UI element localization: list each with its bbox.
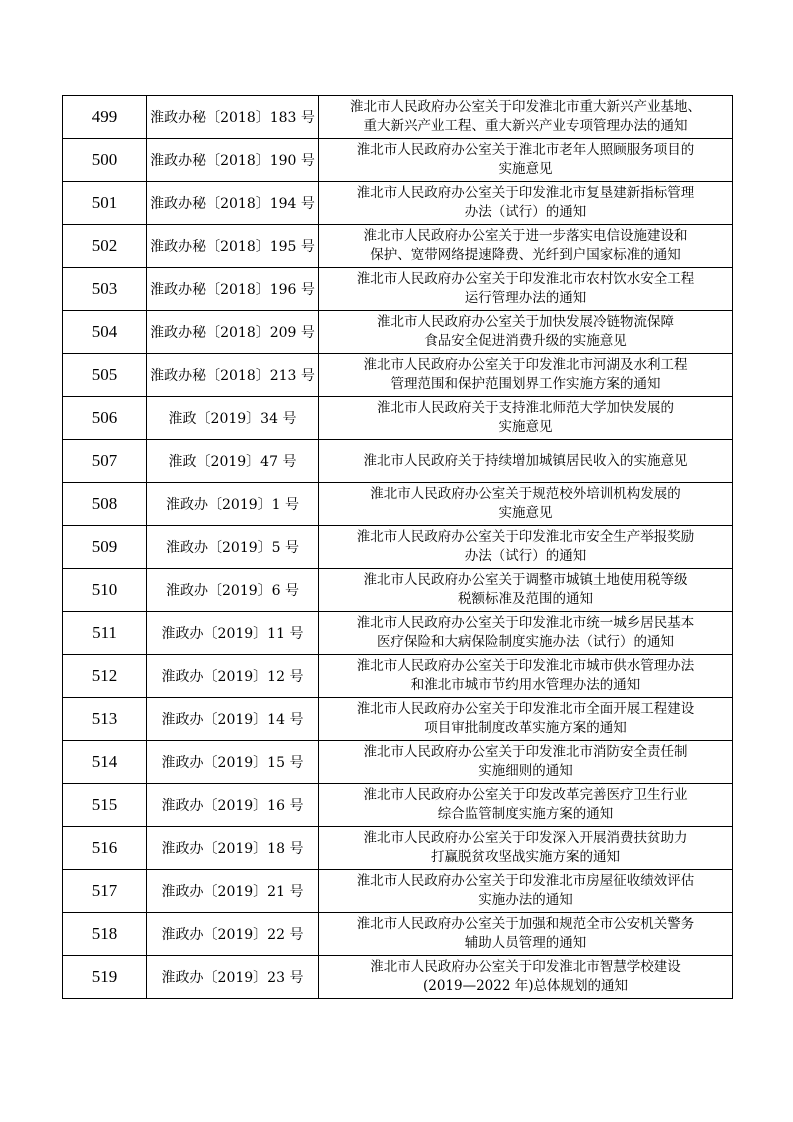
document-title-line: 淮北市人民政府办公室关于加快发展冷链物流保障 <box>377 314 674 330</box>
document-title-line: 淮北市人民政府办公室关于印发淮北市智慧学校建设 <box>370 959 681 975</box>
row-number: 514 <box>63 741 147 784</box>
document-number: 淮政办〔2019〕15 号 <box>147 741 319 784</box>
table-row <box>63 96 733 139</box>
table-row <box>63 225 733 268</box>
table-row <box>63 655 733 698</box>
document-title-line: 实施办法的通知 <box>478 892 573 908</box>
document-title <box>319 440 733 483</box>
document-number: 淮政办秘〔2018〕209 号 <box>147 311 319 354</box>
table-row <box>63 956 733 999</box>
document-title <box>319 311 733 354</box>
document-title-line: (2019—2022 年)总体规划的通知 <box>422 978 629 994</box>
document-title-line: 淮北市人民政府办公室关于进一步落实电信设施建设和 <box>363 228 688 244</box>
document-title <box>319 698 733 741</box>
table-row <box>63 354 733 397</box>
table-row <box>63 784 733 827</box>
document-number: 淮政办〔2019〕18 号 <box>147 827 319 870</box>
document-title-line: 实施意见 <box>498 161 553 177</box>
document-number: 淮政办〔2019〕23 号 <box>147 956 319 999</box>
document-title <box>319 956 733 999</box>
document-title-line: 淮北市人民政府办公室关于印发淮北市统一城乡居民基本 <box>356 615 695 631</box>
document-title <box>319 268 733 311</box>
table-row <box>63 182 733 225</box>
row-number: 507 <box>63 440 147 483</box>
row-number: 513 <box>63 698 147 741</box>
table-row <box>63 913 733 956</box>
table-body <box>63 96 733 999</box>
row-number: 508 <box>63 483 147 526</box>
document-number: 淮政办〔2019〕6 号 <box>147 569 319 612</box>
document-title-line: 淮北市人民政府办公室关于印发淮北市复垦建新指标管理 <box>356 185 695 201</box>
row-number: 501 <box>63 182 147 225</box>
row-number: 499 <box>63 96 147 139</box>
document-title <box>319 96 733 139</box>
document-number: 淮政办秘〔2018〕190 号 <box>147 139 319 182</box>
table-row <box>63 483 733 526</box>
table-row <box>63 870 733 913</box>
document-title-line: 辅助人员管理的通知 <box>464 935 587 951</box>
document-title <box>319 655 733 698</box>
table-row <box>63 139 733 182</box>
document-title <box>319 784 733 827</box>
document-title-line: 淮北市人民政府办公室关于印发改革完善医疗卫生行业 <box>363 787 688 803</box>
table-row <box>63 397 733 440</box>
document-title-line: 淮北市人民政府办公室关于规范校外培训机构发展的 <box>370 486 681 502</box>
document-title-line: 淮北市人民政府关于支持淮北师范大学加快发展的 <box>377 400 674 416</box>
document-title-line: 淮北市人民政府办公室关于印发淮北市全面开展工程建设 <box>356 701 695 717</box>
document-number: 淮政办〔2019〕16 号 <box>147 784 319 827</box>
document-title-line: 淮北市人民政府办公室关于调整市城镇土地使用税等级 <box>363 572 688 588</box>
document-number: 淮政办〔2019〕14 号 <box>147 698 319 741</box>
document-title-line: 淮北市人民政府办公室关于印发深入开展消费扶贫助力 <box>363 830 688 846</box>
document-number: 淮政办〔2019〕5 号 <box>147 526 319 569</box>
row-number: 518 <box>63 913 147 956</box>
document-title-line: 实施意见 <box>498 419 553 435</box>
row-number: 519 <box>63 956 147 999</box>
row-number: 517 <box>63 870 147 913</box>
document-title-line: 淮北市人民政府办公室关于印发淮北市重大新兴产业基地、 <box>350 99 701 115</box>
row-number: 510 <box>63 569 147 612</box>
document-number: 淮政办〔2019〕12 号 <box>147 655 319 698</box>
document-title-line: 税额标准及范围的通知 <box>458 591 593 607</box>
document-title <box>319 569 733 612</box>
row-number: 515 <box>63 784 147 827</box>
document-number: 淮政办秘〔2018〕213 号 <box>147 354 319 397</box>
document-title-line: 打赢脱贫攻坚战实施方案的通知 <box>431 849 620 865</box>
document-title-line: 医疗保险和大病保险制度实施办法（试行）的通知 <box>377 634 674 650</box>
document-number: 淮政办〔2019〕22 号 <box>147 913 319 956</box>
row-number: 503 <box>63 268 147 311</box>
document-title <box>319 139 733 182</box>
document-title-line: 淮北市人民政府办公室关于印发淮北市农村饮水安全工程 <box>356 271 695 287</box>
document-title <box>319 612 733 655</box>
document-number: 淮政办〔2019〕1 号 <box>147 483 319 526</box>
document-title-line: 管理范围和保护范围划界工作实施方案的通知 <box>390 376 661 392</box>
document-title-line: 保护、宽带网络提速降费、光纤到户国家标准的通知 <box>370 247 681 263</box>
document-title-line: 综合监管制度实施方案的通知 <box>437 806 614 822</box>
document-number: 淮政办秘〔2018〕196 号 <box>147 268 319 311</box>
table-row <box>63 741 733 784</box>
document-number: 淮政办秘〔2018〕183 号 <box>147 96 319 139</box>
document-title <box>319 913 733 956</box>
document-number: 淮政办秘〔2018〕194 号 <box>147 182 319 225</box>
row-number: 512 <box>63 655 147 698</box>
table-row <box>63 268 733 311</box>
document-title <box>319 827 733 870</box>
document-title <box>319 870 733 913</box>
document-title-line: 和淮北市城市节约用水管理办法的通知 <box>410 677 641 693</box>
document-title-line: 运行管理办法的通知 <box>464 290 587 306</box>
row-number: 511 <box>63 612 147 655</box>
table-row <box>63 569 733 612</box>
document-title-line: 办法（试行）的通知 <box>464 548 587 564</box>
document-title-line: 淮北市人民政府办公室关于印发淮北市消防安全责任制 <box>363 744 688 760</box>
document-title-line: 实施细则的通知 <box>478 763 573 779</box>
document-number: 淮政办〔2019〕21 号 <box>147 870 319 913</box>
document-title <box>319 225 733 268</box>
document-number: 淮政〔2019〕47 号 <box>147 440 319 483</box>
document-title-line: 淮北市人民政府办公室关于印发淮北市安全生产举报奖励 <box>356 529 695 545</box>
document-title-line: 淮北市人民政府办公室关于印发淮北市城市供水管理办法 <box>356 658 695 674</box>
table-row <box>63 440 733 483</box>
document-title-line: 淮北市人民政府办公室关于加强和规范全市公安机关警务 <box>356 916 695 932</box>
row-number: 502 <box>63 225 147 268</box>
row-number: 506 <box>63 397 147 440</box>
document-title-line: 重大新兴产业工程、重大新兴产业专项管理办法的通知 <box>363 118 688 134</box>
row-number: 509 <box>63 526 147 569</box>
row-number: 500 <box>63 139 147 182</box>
document-title-line: 食品安全促进消费升级的实施意见 <box>424 333 627 349</box>
document-title <box>319 741 733 784</box>
document-title-line: 实施意见 <box>498 505 553 521</box>
table-row <box>63 612 733 655</box>
document-list-table <box>62 95 733 999</box>
document-title-line: 淮北市人民政府办公室关于印发淮北市房屋征收绩效评估 <box>356 873 695 889</box>
row-number: 516 <box>63 827 147 870</box>
document-number: 淮政办秘〔2018〕195 号 <box>147 225 319 268</box>
document-number: 淮政办〔2019〕11 号 <box>147 612 319 655</box>
document-title <box>319 397 733 440</box>
table-row <box>63 698 733 741</box>
row-number: 504 <box>63 311 147 354</box>
document-number: 淮政〔2019〕34 号 <box>147 397 319 440</box>
document-title <box>319 483 733 526</box>
table-row <box>63 526 733 569</box>
document-title <box>319 182 733 225</box>
document-title-line: 淮北市人民政府关于持续增加城镇居民收入的实施意见 <box>363 452 688 469</box>
document-title <box>319 526 733 569</box>
document-title-line: 项目审批制度改革实施方案的通知 <box>424 720 627 736</box>
row-number: 505 <box>63 354 147 397</box>
table-row <box>63 311 733 354</box>
document-title-line: 淮北市人民政府办公室关于淮北市老年人照顾服务项目的 <box>356 142 695 158</box>
table-row <box>63 827 733 870</box>
document-title-line: 淮北市人民政府办公室关于印发淮北市河湖及水利工程 <box>363 357 688 373</box>
document-title <box>319 354 733 397</box>
document-title-line: 办法（试行）的通知 <box>464 204 587 220</box>
